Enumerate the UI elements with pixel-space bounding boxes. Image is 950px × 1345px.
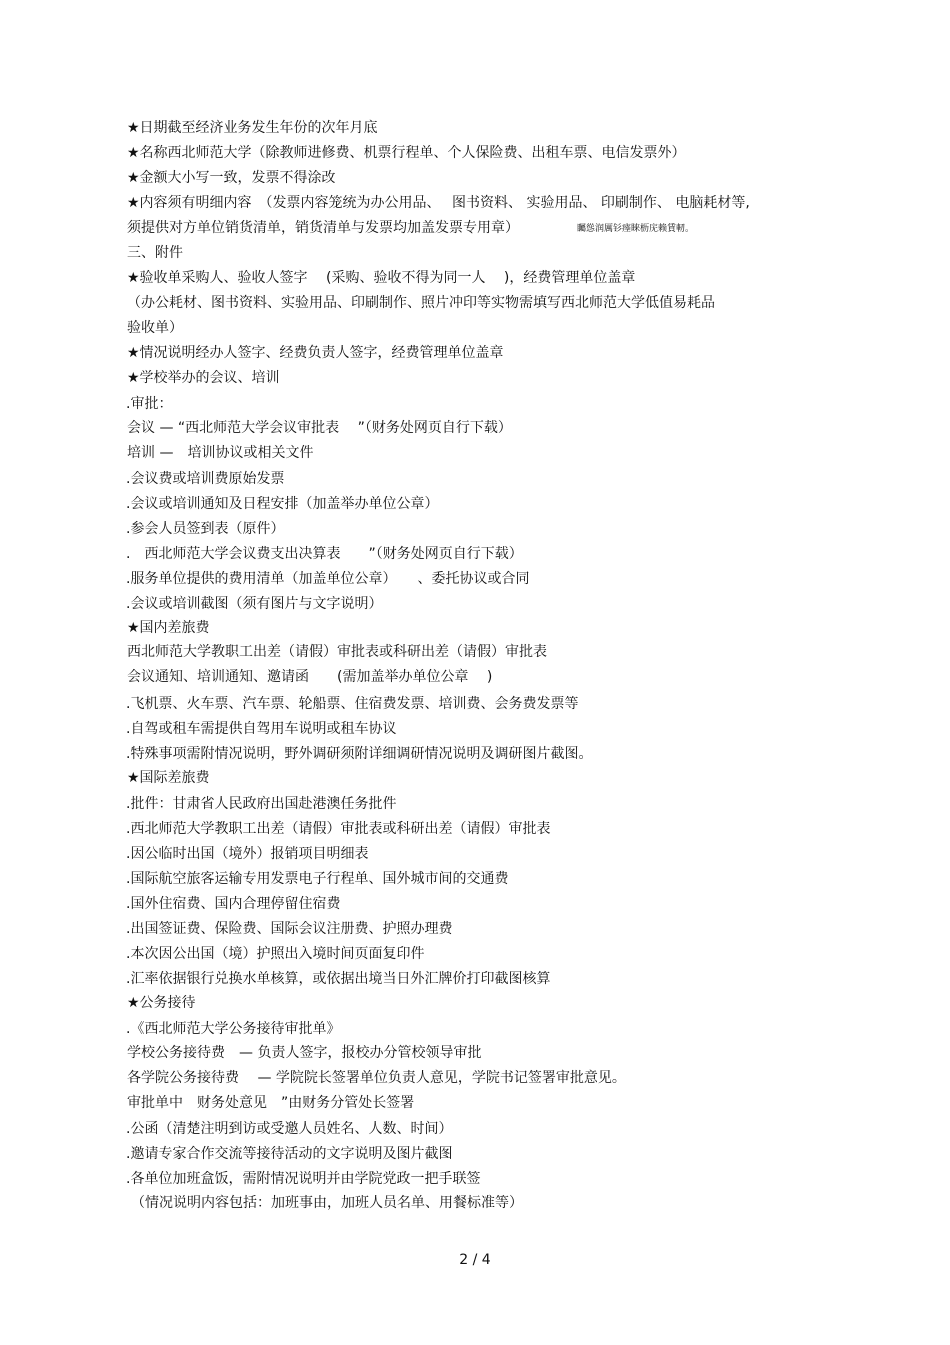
text-line: .会议费或培训费原始发票 — [126, 471, 285, 487]
section-heading: 三、附件 — [127, 245, 183, 261]
text-line: .因公临时出国（境外）报销项目明细表 — [126, 846, 369, 862]
text-line: 各学院公务接待费 — 学院院长签署单位负责人意见，学院书记签署审批意见。 — [127, 1070, 626, 1086]
text-line: ★情况说明经办人签字、经费负责人签字，经费管理单位盖章 — [127, 345, 504, 361]
text-line: （办公耗材、图书资料、实验用品、印刷制作、照片冲印等实物需填写西北师范大学低值易耗品 — [127, 295, 715, 311]
text-line: 会议 — “西北师范大学会议审批表 ”（财务处网页自行下载） — [127, 420, 512, 436]
text-line: .参会人员签到表（原件） — [126, 521, 285, 537]
text-line: ★国内差旅费 — [127, 620, 210, 636]
text-line: .会议或培训截图（须有图片与文字说明） — [126, 596, 383, 612]
text-line: .服务单位提供的费用清单（加盖单位公章） 、委托协议或合同 — [126, 571, 530, 587]
text-line: .公函（清楚注明到访或受邀人员姓名、人数、时间） — [126, 1121, 453, 1137]
text-line: .国外住宿费、国内合理停留住宿费 — [126, 896, 341, 912]
text-line: 审批单中 财务处意见 ”由财务分管处长签署 — [127, 1095, 415, 1111]
text-line: .国际航空旅客运输专用发票电子行程单、国外城市间的交通费 — [126, 871, 509, 887]
text-line: ★国际差旅费 — [127, 770, 210, 786]
text-line: . 西北师范大学会议费支出决算表 ”（财务处网页自行下载） — [126, 546, 523, 562]
garbled-note: 矚慫润厲钐瘗睞枥庑赖賃軔。 — [577, 224, 695, 234]
text-line: .飞机票、火车票、汽车票、轮船票、住宿费发票、培训费、会务费发票等 — [126, 696, 579, 712]
text-line: .特殊事项需附情况说明，野外调研须附详细调研情况说明及调研图片截图。 — [126, 746, 593, 762]
text-line: （情况说明内容包括：加班事由，加班人员名单、用餐标准等） — [131, 1195, 523, 1211]
text-line: .自驾或租车需提供自驾用车说明或租车协议 — [126, 721, 397, 737]
text-line: .汇率依据银行兑换水单核算，或依据出境当日外汇牌价打印截图核算 — [126, 971, 551, 987]
text-line: 须提供对方单位销货清单，销货清单与发票均加盖发票专用章） — [127, 220, 519, 236]
text-line: .本次因公出国（境）护照出入境时间页面复印件 — [126, 946, 425, 962]
text-line: .批件：甘肃省人民政府出国赴港澳任务批件 — [126, 796, 397, 812]
text-line: 培训 — 培训协议或相关文件 — [127, 445, 314, 461]
text-line: .会议或培训通知及日程安排（加盖举办单位公章） — [126, 496, 439, 512]
text-line: ★金额大小写一致，发票不得涂改 — [127, 170, 336, 186]
text-line: .西北师范大学教职工出差（请假）审批表或科研出差（请假）审批表 — [126, 821, 551, 837]
text-line: .邀请专家合作交流等接待活动的文字说明及图片截图 — [126, 1146, 453, 1162]
text-line: .出国签证费、保险费、国际会议注册费、护照办理费 — [126, 921, 453, 937]
text-line: 学校公务接待费 — 负责人签字，报校办分管校领导审批 — [127, 1045, 482, 1061]
text-line: 会议通知、培训通知、邀请函 (需加盖举办单位公章 ) — [127, 669, 493, 685]
text-line: ★日期截至经济业务发生年份的次年月底 — [127, 120, 378, 136]
page-number: 2 / 4 — [459, 1252, 491, 1268]
text-line: ★公务接待 — [127, 995, 196, 1011]
text-line: .《西北师范大学公务接待审批单》 — [126, 1021, 341, 1037]
text-line: 西北师范大学教职工出差（请假）审批表或科研出差（请假）审批表 — [127, 644, 547, 660]
text-line: ★学校举办的会议、培训 — [127, 370, 280, 386]
text-line: ★名称西北师范大学（除教师进修费、机票行程单、个人保险费、出租车票、电信发票外） — [127, 145, 686, 161]
text-line-with-note — [127, 219, 694, 238]
text-line: 验收单） — [127, 320, 183, 336]
text-line: ★验收单采购人、验收人签字 (采购、验收不得为同一人 )，经费管理单位盖章 — [127, 270, 636, 286]
text-line: .各单位加班盒饭，需附情况说明并由学院党政一把手联签 — [126, 1171, 481, 1187]
text-line: .审批： — [126, 396, 173, 412]
text-line: ★内容须有明细内容 （发票内容笼统为办公用品、 图书资料、 实验用品、 印刷制作、 电脑耗材等, — [127, 195, 750, 211]
